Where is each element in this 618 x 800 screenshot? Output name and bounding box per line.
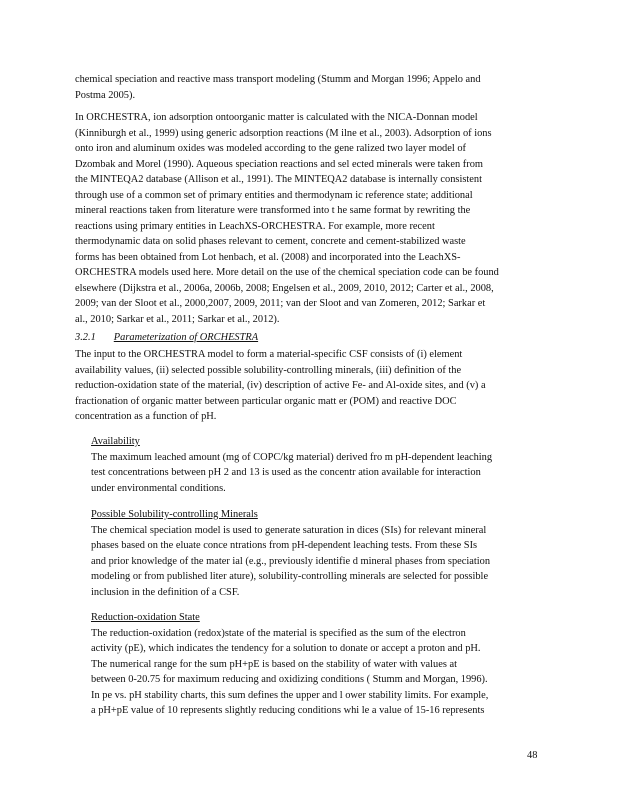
- availability-heading: Availability: [91, 436, 140, 447]
- text-line: and prior knowledge of the mater ial (e.g., previously identifie d mineral phases from speciation: [91, 555, 491, 567]
- text-line: test concentrations between pH 2 and 13 is used as the concentr ation available for interaction: [91, 467, 481, 478]
- text-line: The numerical range for the sum pH+pE is based on the stability of water with values at: [91, 658, 457, 670]
- text-line: the MINTEQA2 database (Allison et al., 1991). The MINTEQA2 database is internally consistent: [75, 174, 482, 185]
- text-line: 2009; van der Sloot et al., 2000,2007, 2009, 2011; van der Sloot and van Zomeren, 2012; Sarkar et: [75, 298, 486, 309]
- section-heading: [75, 330, 545, 346]
- minerals-heading: Possible Solubility‐controlling Minerals: [91, 509, 258, 520]
- paragraph-orchestra: [75, 110, 545, 327]
- redox-heading: Reduction‐oxidation State: [91, 612, 200, 623]
- text-line: al., 2010; Sarkar et al., 2011; Sarkar et al., 2012).: [75, 313, 280, 325]
- text-line: reactions using primary entities in LeachXS‐ORCHESTRA. For example, more recent: [75, 220, 435, 232]
- text-line: The reduction‐oxidation (redox)state of the material is specified as the sum of the electron: [91, 627, 466, 639]
- text-line: phases based on the eluate conce ntrations from pH‐dependent leaching tests. From these SIs: [91, 540, 478, 551]
- text-line: inclusion in the definition of a CSF.: [91, 586, 240, 598]
- paragraph-intro: [75, 72, 545, 103]
- text-line: The chemical speciation model is used to generate saturation in dices (SIs) for relevant mineral: [91, 524, 487, 536]
- text-line: fractionation of organic matter between particular organic matt er (POM) and reactive DOC: [75, 395, 457, 407]
- text-line: forms has been obtained from Lot henbach, et al. (2008) and incorporated into the LeachXS‐: [75, 251, 461, 263]
- text-line: activity (pE), which indicates the tendency for a solution to donate or accept a proton and pH.: [91, 643, 481, 654]
- availability-section: [91, 434, 541, 496]
- text-line: The maximum leached amount (mg of COPC/kg material) derived fro m pH‐dependent leaching: [91, 451, 493, 463]
- minerals-section: [91, 507, 541, 600]
- text-line: Postma 2005).: [75, 89, 136, 101]
- text-line: thermodynamic data on solid phases relevant to cement, concrete and cement‐stabilized waste: [75, 236, 466, 247]
- text-line: reduction‐oxidation state of the material, (iv) description of active Fe‐ and Al‐oxide sites, and (v) a: [75, 380, 486, 391]
- text-line: modeling or from published liter ature), solubility‐controlling minerals are selected for possible: [91, 571, 489, 582]
- text-line: mineral reactions taken from literature were transformed into t he same format by rewriting the: [75, 205, 471, 216]
- text-line: elsewhere (Dijkstra et al., 2006a, 2006b, 2008; Engelsen et al., 2009, 2010, 2012; Carter et al., 2008,: [75, 282, 494, 294]
- text-line: availability values, (ii) selected possible solubility‐controlling minerals, (iii) definition of the: [75, 364, 462, 376]
- text-line: In ORCHESTRA, ion adsorption ontoorganic matter is calculated with the NICA‐Donnan model: [75, 112, 478, 123]
- text-line: a pH+pE value of 10 represents slightly reducing conditions whi le a value of 15‐16 represents: [91, 705, 485, 716]
- text-line: (Kinniburgh et al., 1999) using generic adsorption reactions (M ilne et al., 2003). Adsorption of ions: [75, 127, 492, 139]
- text-line: ORCHESTRA models used here. More detail on the use of the chemical speciation code can be found: [75, 267, 499, 278]
- text-line: onto iron and aluminum oxides was modeled according to the gene ralized two layer model of: [75, 143, 466, 154]
- section-title: Parameterization of ORCHESTRA: [113, 332, 259, 343]
- page-number: 48: [527, 750, 538, 761]
- section-number: 3.2.1: [75, 332, 96, 343]
- paragraph-input: [75, 347, 545, 425]
- text-line: under environmental conditions.: [91, 482, 226, 494]
- text-line: In pe vs. pH stability charts, this sum defines the upper and l ower stability limits. For example,: [91, 689, 489, 701]
- text-line: between 0‐20.75 for maximum reducing and oxidizing conditions ( Stumm and Morgan, 1996).: [91, 674, 488, 685]
- text-line: through use of a common set of primary entities and thermodynam ic reference state; additional: [75, 189, 473, 201]
- text-line: The input to the ORCHESTRA model to form a material‐specific CSF consists of (i) element: [75, 349, 463, 360]
- redox-section: [91, 610, 541, 719]
- text-line: Dzombak and Morel (1990). Aqueous speciation reactions and sel ected minerals were taken from: [75, 158, 483, 170]
- text-line: chemical speciation and reactive mass transport modeling (Stumm and Morgan 1996; Appelo and: [75, 74, 481, 85]
- text-line: concentration as a function of pH.: [75, 411, 217, 422]
